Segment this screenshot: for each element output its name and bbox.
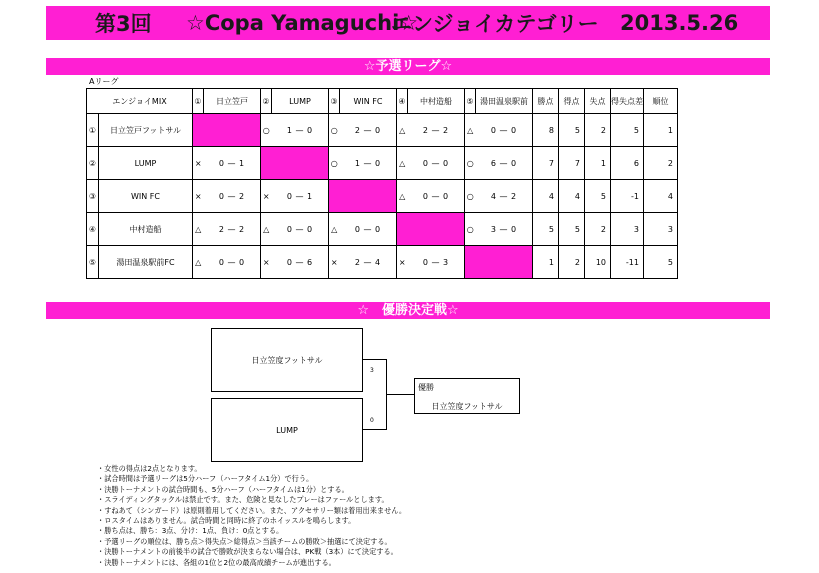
title-banner xyxy=(46,6,770,40)
rules-notes xyxy=(97,464,406,568)
match-score: 2 — 2 xyxy=(204,213,261,246)
self-match-cell xyxy=(397,213,465,246)
match-outcome-mark: × xyxy=(261,180,272,213)
team-stat: 2 xyxy=(585,114,611,147)
match-score: 2 — 2 xyxy=(408,114,465,147)
match-score: 0 — 1 xyxy=(204,147,261,180)
stat-header: 順位 xyxy=(644,89,678,114)
rule-note: ・決勝トーナメントには、各組の1位と2位の最高成績チームが進出する。 xyxy=(97,557,336,567)
column-team-number: ① xyxy=(193,89,204,114)
self-match-cell xyxy=(465,246,533,279)
bracket-line-winner xyxy=(386,394,414,395)
team-stat: 3 xyxy=(644,213,678,246)
team-stat: 10 xyxy=(585,246,611,279)
row-team-name: WIN FC xyxy=(99,180,193,213)
match-score: 0 — 0 xyxy=(408,147,465,180)
match-score: 0 — 6 xyxy=(272,246,329,279)
team-stat: 7 xyxy=(559,147,585,180)
team-stat: -1 xyxy=(611,180,644,213)
team-stat: 8 xyxy=(533,114,559,147)
final-team2-name: LUMP xyxy=(276,425,298,435)
match-outcome-mark: × xyxy=(261,246,272,279)
self-match-cell xyxy=(261,147,329,180)
team-stat: 3 xyxy=(611,213,644,246)
team-stat: 2 xyxy=(585,213,611,246)
team-stat: 6 xyxy=(611,147,644,180)
match-outcome-mark: △ xyxy=(465,114,476,147)
match-outcome-mark: ○ xyxy=(465,147,476,180)
final-team1-box xyxy=(211,328,363,392)
row-team-number: ④ xyxy=(87,213,99,246)
stat-header: 勝点 xyxy=(533,89,559,114)
team-stat: 5 xyxy=(611,114,644,147)
column-team-name: 中村造船 xyxy=(408,89,465,114)
winner-box xyxy=(414,378,520,414)
match-score: 0 — 3 xyxy=(408,246,465,279)
team-stat: 2 xyxy=(644,147,678,180)
match-score: 1 — 0 xyxy=(340,147,397,180)
team-row xyxy=(87,180,678,213)
match-score: 0 — 2 xyxy=(204,180,261,213)
rule-note: ・決勝トーナメントの試合時間も、5分ハーフ（ハーフタイムは1分）とする。 xyxy=(97,484,349,494)
team-stat: 5 xyxy=(585,180,611,213)
team-stat: 1 xyxy=(585,147,611,180)
team-stat: 1 xyxy=(644,114,678,147)
winner-name: 日立笠度フットサル xyxy=(431,402,503,411)
column-team-number: ⑤ xyxy=(465,89,476,114)
column-team-number: ② xyxy=(261,89,272,114)
row-team-name: 日立笠戸フットサル xyxy=(99,114,193,147)
column-team-number: ③ xyxy=(329,89,340,114)
match-score: 0 — 0 xyxy=(340,213,397,246)
league-section-header: ☆予選リーグ☆ xyxy=(46,58,770,75)
match-score: 2 — 0 xyxy=(340,114,397,147)
match-score: 2 — 4 xyxy=(340,246,397,279)
match-outcome-mark: × xyxy=(397,246,408,279)
rule-note: ・試合時間は予選リーグは5分ハーフ（ハーフタイム1分）で行う。 xyxy=(97,474,314,484)
final-team2-score: 0 xyxy=(370,417,374,424)
team-stat: 5 xyxy=(559,213,585,246)
match-outcome-mark: △ xyxy=(193,213,204,246)
match-score: 0 — 0 xyxy=(272,213,329,246)
team-row xyxy=(87,246,678,279)
row-team-name: 中村造船 xyxy=(99,213,193,246)
team-row xyxy=(87,147,678,180)
bracket-line-lower xyxy=(362,429,387,430)
team-stat: 1 xyxy=(533,246,559,279)
rule-note: ・ロスタイムはありません。試合時間と同時に終了のホイッスルを鳴らします。 xyxy=(97,516,356,526)
title-date: 2013.5.26 xyxy=(620,11,739,35)
row-team-number: ③ xyxy=(87,180,99,213)
team-stat: -11 xyxy=(611,246,644,279)
stat-header: 得点 xyxy=(559,89,585,114)
team-stat: 5 xyxy=(533,213,559,246)
column-team-number: ④ xyxy=(397,89,408,114)
rule-note: ・決勝トーナメントの前後半の試合で勝敗が決まらない場合は、PK戦（3本）にて決定する。 xyxy=(97,547,398,557)
team-stat: 2 xyxy=(559,246,585,279)
rule-note: ・勝ち点は、勝ち：3点、分け：1点、負け：0点とする。 xyxy=(97,526,284,536)
team-stat: 4 xyxy=(533,180,559,213)
match-outcome-mark: ○ xyxy=(329,147,340,180)
match-outcome-mark: △ xyxy=(329,213,340,246)
match-outcome-mark: ○ xyxy=(329,114,340,147)
match-score: 4 — 2 xyxy=(476,180,533,213)
match-outcome-mark: △ xyxy=(397,114,408,147)
team-stat: 4 xyxy=(559,180,585,213)
rule-note: ・女性の得点は2点となります。 xyxy=(97,464,202,473)
team-stat: 5 xyxy=(559,114,585,147)
row-team-number: ⑤ xyxy=(87,246,99,279)
winner-label: 優勝 xyxy=(418,383,434,392)
team-stat: 4 xyxy=(644,180,678,213)
match-outcome-mark: × xyxy=(193,147,204,180)
match-outcome-mark: × xyxy=(329,246,340,279)
match-score: 1 — 0 xyxy=(272,114,329,147)
stat-header: 失点 xyxy=(585,89,611,114)
rule-note: ・予選リーグの順位は、勝ち点＞得失点＞総得点＞当該チームの勝敗＞抽選にて決定する。 xyxy=(97,536,392,546)
league-table xyxy=(86,88,678,279)
row-team-name: 湯田温泉駅前FC xyxy=(99,246,193,279)
match-score: 0 — 0 xyxy=(476,114,533,147)
self-match-cell xyxy=(193,114,261,147)
column-team-name: WIN FC xyxy=(340,89,397,114)
bracket-line-upper xyxy=(362,359,387,360)
column-team-name: 湯田温泉駅前 xyxy=(476,89,533,114)
title-edition: 第3回 xyxy=(95,12,152,36)
row-team-name: LUMP xyxy=(99,147,193,180)
rule-note: ・すねあて（シンガード）は原則着用してください。また、アクセサリー類は着用出来ません。 xyxy=(97,505,407,515)
column-team-name: 日立笠戸 xyxy=(204,89,261,114)
match-outcome-mark: △ xyxy=(261,213,272,246)
match-outcome-mark: △ xyxy=(397,147,408,180)
match-outcome-mark: △ xyxy=(397,180,408,213)
title-category: エンジョイカテゴリー xyxy=(391,12,599,36)
stat-header: 得失点差 xyxy=(611,89,644,114)
final-team1-score: 3 xyxy=(370,367,374,374)
self-match-cell xyxy=(329,180,397,213)
final-team2-box xyxy=(211,398,363,462)
match-outcome-mark: ○ xyxy=(465,213,476,246)
match-score: 0 — 1 xyxy=(272,180,329,213)
row-team-number: ② xyxy=(87,147,99,180)
match-outcome-mark: △ xyxy=(193,246,204,279)
row-team-number: ① xyxy=(87,114,99,147)
team-stat: 7 xyxy=(533,147,559,180)
match-score: 0 — 0 xyxy=(408,180,465,213)
team-row xyxy=(87,213,678,246)
match-score: 0 — 0 xyxy=(204,246,261,279)
match-score: 6 — 0 xyxy=(476,147,533,180)
match-outcome-mark: ○ xyxy=(261,114,272,147)
final-section-header: ☆ 優勝決定戦☆ xyxy=(46,302,770,319)
league-label: Aリーグ xyxy=(89,77,119,86)
match-outcome-mark: × xyxy=(193,180,204,213)
rule-note: ・スライディングタックルは禁止です。また、危険と見なしたプレーはファールとします。 xyxy=(97,495,389,505)
match-score: 3 — 0 xyxy=(476,213,533,246)
match-outcome-mark: ○ xyxy=(465,180,476,213)
final-team1-name: 日立笠度フットサル xyxy=(251,355,323,365)
table-corner-label: エンジョイMIX xyxy=(87,89,193,114)
team-stat: 5 xyxy=(644,246,678,279)
title-event: ☆Copa Yamaguchi☆ xyxy=(186,11,419,35)
team-row xyxy=(87,114,678,147)
column-team-name: LUMP xyxy=(272,89,329,114)
